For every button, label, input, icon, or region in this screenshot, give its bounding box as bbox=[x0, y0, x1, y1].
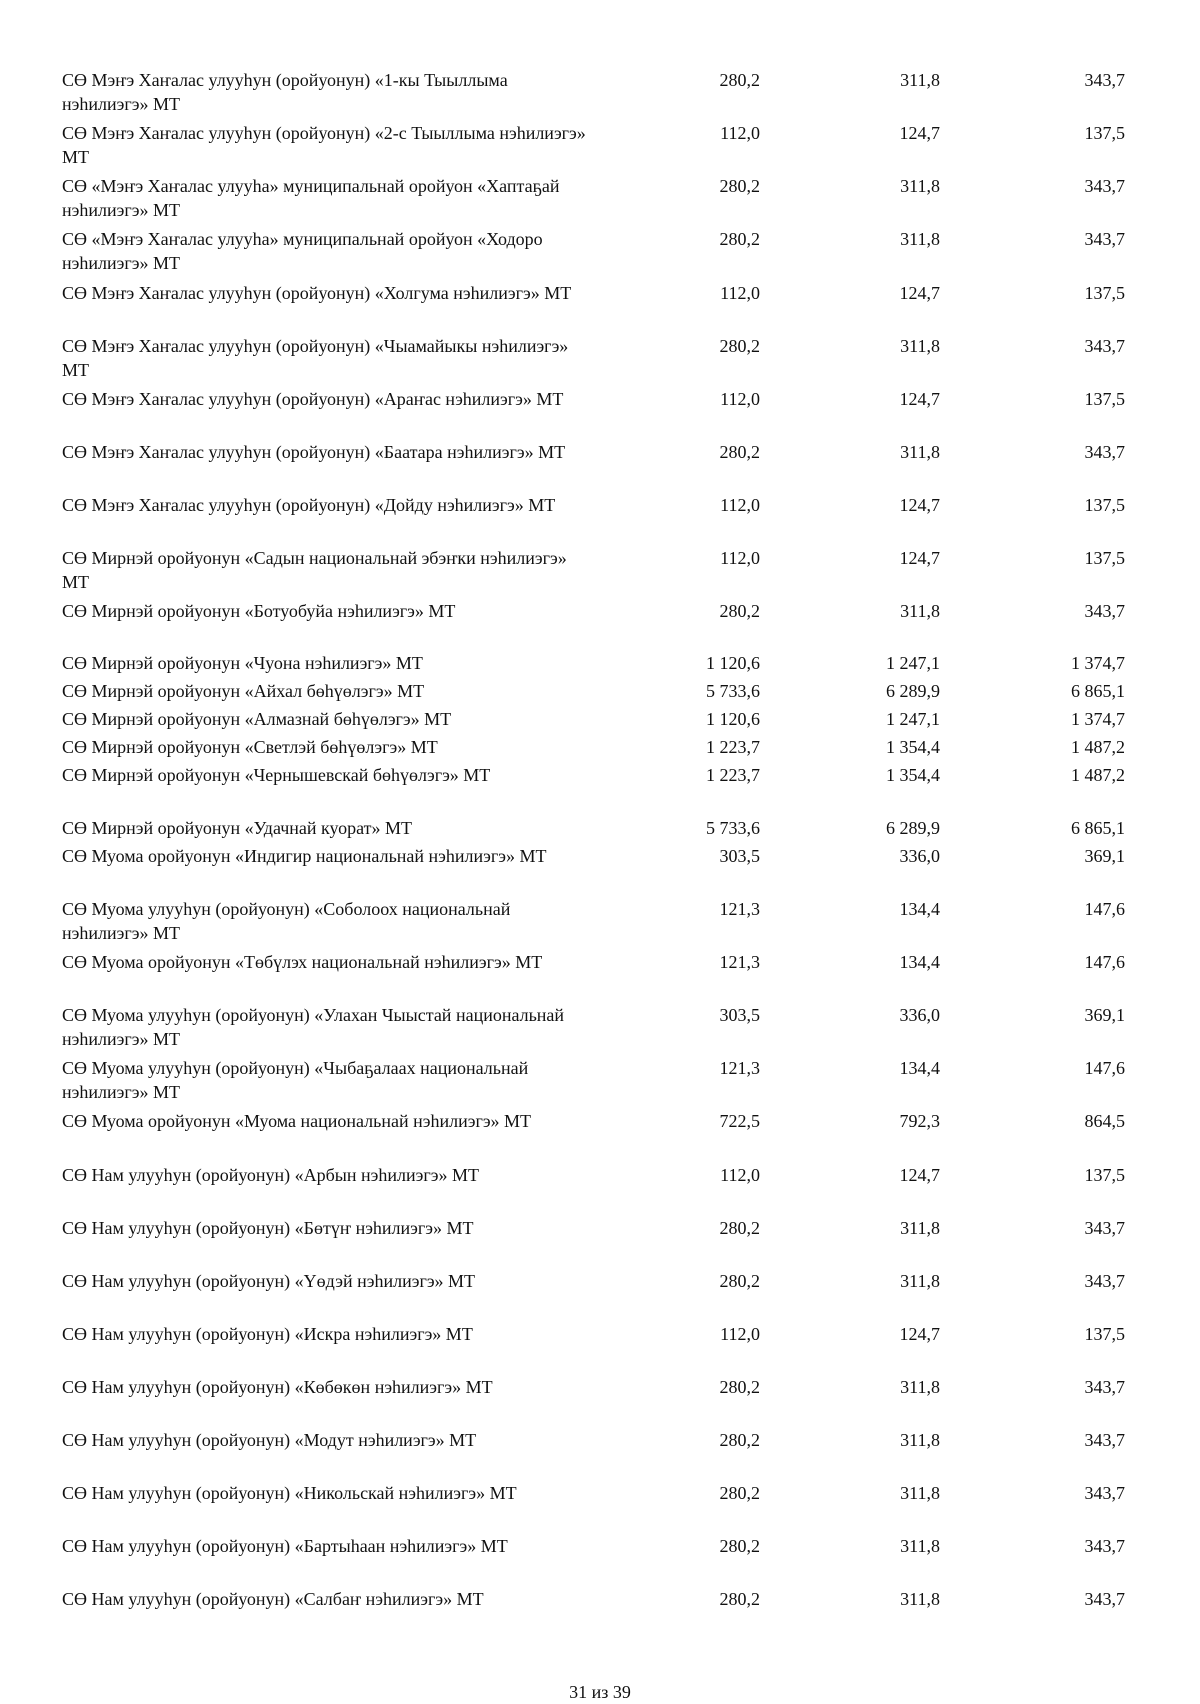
value-cell-2: 124,7 bbox=[899, 1165, 940, 1185]
value-cell-2: 311,8 bbox=[900, 1218, 940, 1238]
entity-name: СӨ Мэҥэ Хаҥалас улууһун (оройуонун) «Дойду нэһилиэгэ» МТ bbox=[62, 495, 556, 515]
value-cell-1: 121,3 bbox=[719, 952, 760, 972]
entity-name: СӨ Нам улууһун (оройуонун) «Искра нэһилиэгэ» МТ bbox=[62, 1324, 473, 1344]
entity-name: СӨ Нам улууһун (оройуонун) «Көбөкөн нэһилиэгэ» МТ bbox=[62, 1377, 493, 1397]
value-cell-2: 336,0 bbox=[899, 846, 940, 866]
value-cell-3: 369,1 bbox=[1084, 1005, 1125, 1025]
value-cell-3: 343,7 bbox=[1084, 1483, 1125, 1503]
value-cell-3: 369,1 bbox=[1084, 846, 1125, 866]
entity-name: СӨ Мирнэй оройуонун «Айхал бөһүөлэгэ» МТ bbox=[62, 681, 425, 701]
value-cell-2: 792,3 bbox=[899, 1111, 940, 1131]
value-cell-1: 112,0 bbox=[720, 283, 760, 303]
entity-name: СӨ Нам улууһун (оройуонун) «Модут нэһилиэгэ» МТ bbox=[62, 1430, 477, 1450]
value-cell-3: 137,5 bbox=[1084, 1324, 1125, 1344]
value-cell-2: 311,8 bbox=[900, 176, 940, 196]
value-cell-3: 137,5 bbox=[1084, 495, 1125, 515]
entity-name: СӨ Мирнэй оройуонун «Удачнай куорат» МТ bbox=[62, 818, 412, 838]
value-cell-3: 137,5 bbox=[1084, 283, 1125, 303]
value-cell-2: 311,8 bbox=[900, 1536, 940, 1556]
value-cell-1: 112,0 bbox=[720, 495, 760, 515]
value-cell-2: 1 354,4 bbox=[886, 765, 940, 785]
entity-name: СӨ Мэҥэ Хаҥалас улууһун (оройуонун) «Баатара нэһилиэгэ» МТ bbox=[62, 442, 566, 462]
value-cell-1: 121,3 bbox=[719, 899, 760, 919]
entity-name: СӨ Нам улууһун (оройуонун) «Никольскай нэһилиэгэ» МТ bbox=[62, 1483, 517, 1503]
value-cell-3: 343,7 bbox=[1084, 442, 1125, 462]
entity-name: СӨ Нам улууһун (оройуонун) «Арбын нэһилиэгэ» МТ bbox=[62, 1165, 479, 1185]
value-cell-3: 137,5 bbox=[1084, 123, 1125, 143]
entity-name: СӨ Мирнэй оройуонун «Светлэй бөһүөлэгэ» МТ bbox=[62, 737, 438, 757]
value-cell-3: 343,7 bbox=[1084, 1589, 1125, 1609]
entity-name: СӨ Мирнэй оройуонун «Чернышевскай бөһүөлэгэ» МТ bbox=[62, 765, 491, 785]
entity-name: СӨ Муома улууһун (оройуонун) «Улахан Чыыстай национальнай нэһилиэгэ» МТ bbox=[62, 1005, 565, 1049]
value-cell-1: 280,2 bbox=[719, 229, 760, 249]
entity-name: СӨ «Мэҥэ Хаҥалас улууһа» муниципальнай оройуон «Ходоро нэһилиэгэ» МТ bbox=[62, 229, 543, 273]
value-cell-2: 1 354,4 bbox=[886, 737, 940, 757]
entity-name: СӨ Мирнэй оройуонун «Садын национальнай эбэҥки нэһилиэгэ» МТ bbox=[62, 548, 567, 592]
value-cell-3: 147,6 bbox=[1084, 952, 1125, 972]
value-cell-3: 147,6 bbox=[1084, 899, 1125, 919]
value-cell-1: 280,2 bbox=[719, 601, 760, 621]
value-cell-2: 134,4 bbox=[899, 952, 940, 972]
value-cell-1: 121,3 bbox=[719, 1058, 760, 1078]
value-cell-2: 311,8 bbox=[900, 1430, 940, 1450]
value-cell-1: 280,2 bbox=[719, 336, 760, 356]
entity-name: СӨ Муома оройуонун «Муома национальнай нэһилиэгэ» МТ bbox=[62, 1111, 532, 1131]
value-cell-1: 280,2 bbox=[719, 176, 760, 196]
entity-name: СӨ Муома оройуонун «Төбүлэх национальнай нэһилиэгэ» МТ bbox=[62, 952, 543, 972]
value-cell-1: 280,2 bbox=[719, 1430, 760, 1450]
value-cell-3: 864,5 bbox=[1084, 1111, 1125, 1131]
page-number: 31 из 39 bbox=[569, 1682, 631, 1702]
entity-name: СӨ Муома улууһун (оройуонун) «Чыбаҕалаах национальнай нэһилиэгэ» МТ bbox=[62, 1058, 529, 1102]
entity-name: СӨ Нам улууһун (оройуонун) «Бартыһаан нэһилиэгэ» МТ bbox=[62, 1536, 508, 1556]
value-cell-3: 343,7 bbox=[1084, 229, 1125, 249]
value-cell-3: 137,5 bbox=[1084, 548, 1125, 568]
value-cell-1: 722,5 bbox=[719, 1111, 760, 1131]
value-cell-1: 1 223,7 bbox=[706, 737, 760, 757]
value-cell-1: 112,0 bbox=[720, 548, 760, 568]
value-cell-3: 343,7 bbox=[1084, 601, 1125, 621]
value-cell-1: 280,2 bbox=[719, 1483, 760, 1503]
value-cell-2: 311,8 bbox=[900, 70, 940, 90]
value-cell-3: 6 865,1 bbox=[1071, 681, 1125, 701]
entity-name: СӨ Нам улууһун (оройуонун) «Үөдэй нэһилиэгэ» МТ bbox=[62, 1271, 476, 1291]
value-cell-3: 1 374,7 bbox=[1071, 653, 1125, 673]
value-cell-2: 311,8 bbox=[900, 1483, 940, 1503]
value-cell-2: 124,7 bbox=[899, 548, 940, 568]
entity-name: СӨ Мэҥэ Хаҥалас улууһун (оройуонун) «1-кы Тыыллыма нэһилиэгэ» МТ bbox=[62, 70, 508, 114]
value-cell-2: 134,4 bbox=[899, 1058, 940, 1078]
value-cell-3: 343,7 bbox=[1084, 1271, 1125, 1291]
value-cell-1: 280,2 bbox=[719, 1377, 760, 1397]
value-cell-3: 343,7 bbox=[1084, 1430, 1125, 1450]
value-cell-2: 124,7 bbox=[899, 123, 940, 143]
value-cell-2: 124,7 bbox=[899, 283, 940, 303]
value-cell-2: 311,8 bbox=[900, 1271, 940, 1291]
value-cell-2: 311,8 bbox=[900, 229, 940, 249]
value-cell-1: 280,2 bbox=[719, 1589, 760, 1609]
value-cell-1: 303,5 bbox=[719, 1005, 760, 1025]
value-cell-3: 343,7 bbox=[1084, 336, 1125, 356]
value-cell-2: 1 247,1 bbox=[886, 653, 940, 673]
value-cell-1: 1 120,6 bbox=[706, 709, 760, 729]
value-cell-3: 343,7 bbox=[1084, 70, 1125, 90]
value-cell-1: 1 223,7 bbox=[706, 765, 760, 785]
value-cell-2: 311,8 bbox=[900, 1377, 940, 1397]
value-cell-3: 147,6 bbox=[1084, 1058, 1125, 1078]
value-cell-3: 6 865,1 bbox=[1071, 818, 1125, 838]
entity-name: СӨ Мэҥэ Хаҥалас улууһун (оройуонун) «Холгума нэһилиэгэ» МТ bbox=[62, 283, 572, 303]
value-cell-2: 124,7 bbox=[899, 1324, 940, 1344]
value-cell-1: 112,0 bbox=[720, 123, 760, 143]
value-cell-2: 311,8 bbox=[900, 336, 940, 356]
value-cell-1: 280,2 bbox=[719, 70, 760, 90]
value-cell-2: 1 247,1 bbox=[886, 709, 940, 729]
value-cell-3: 1 487,2 bbox=[1071, 737, 1125, 757]
entity-name: СӨ Нам улууһун (оройуонун) «Салбаҥ нэһилиэгэ» МТ bbox=[62, 1589, 484, 1609]
entity-name: СӨ Муома оройуонун «Индигир национальнай нэһилиэгэ» МТ bbox=[62, 846, 547, 866]
value-cell-1: 280,2 bbox=[719, 1536, 760, 1556]
value-cell-2: 311,8 bbox=[900, 442, 940, 462]
entity-name: СӨ Мэҥэ Хаҥалас улууһун (оройуонун) «Араҥас нэһилиэгэ» МТ bbox=[62, 389, 564, 409]
value-cell-1: 5 733,6 bbox=[706, 818, 760, 838]
value-cell-1: 280,2 bbox=[719, 1218, 760, 1238]
entity-name: СӨ Мирнэй оройуонун «Ботуобуйа нэһилиэгэ» МТ bbox=[62, 601, 456, 621]
value-cell-2: 6 289,9 bbox=[886, 818, 940, 838]
entity-name: СӨ Муома улууһун (оройуонун) «Соболоох национальнай нэһилиэгэ» МТ bbox=[62, 899, 511, 943]
value-cell-2: 124,7 bbox=[899, 389, 940, 409]
entity-name: СӨ «Мэҥэ Хаҥалас улууһа» муниципальнай оройуон «Хаптаҕай нэһилиэгэ» МТ bbox=[62, 176, 560, 220]
entity-name: СӨ Мирнэй оройуонун «Алмазнай бөһүөлэгэ» МТ bbox=[62, 709, 452, 729]
value-cell-3: 343,7 bbox=[1084, 1218, 1125, 1238]
value-cell-2: 134,4 bbox=[899, 899, 940, 919]
value-cell-1: 112,0 bbox=[720, 1324, 760, 1344]
value-cell-3: 137,5 bbox=[1084, 389, 1125, 409]
value-cell-1: 1 120,6 bbox=[706, 653, 760, 673]
value-cell-1: 112,0 bbox=[720, 389, 760, 409]
value-cell-2: 336,0 bbox=[899, 1005, 940, 1025]
value-cell-2: 6 289,9 bbox=[886, 681, 940, 701]
value-cell-1: 112,0 bbox=[720, 1165, 760, 1185]
value-cell-3: 1 487,2 bbox=[1071, 765, 1125, 785]
value-cell-3: 343,7 bbox=[1084, 176, 1125, 196]
entity-name: СӨ Мэҥэ Хаҥалас улууһун (оройуонун) «2-с Тыыллыма нэһилиэгэ» МТ bbox=[62, 123, 586, 167]
value-cell-1: 280,2 bbox=[719, 442, 760, 462]
value-cell-2: 311,8 bbox=[900, 1589, 940, 1609]
value-cell-3: 343,7 bbox=[1084, 1536, 1125, 1556]
value-cell-2: 124,7 bbox=[899, 495, 940, 515]
value-cell-2: 311,8 bbox=[900, 601, 940, 621]
value-cell-1: 280,2 bbox=[719, 1271, 760, 1291]
value-cell-3: 343,7 bbox=[1084, 1377, 1125, 1397]
value-cell-1: 303,5 bbox=[719, 846, 760, 866]
entity-name: СӨ Нам улууһун (оройуонун) «Бөтүҥ нэһилиэгэ» МТ bbox=[62, 1218, 474, 1238]
value-cell-3: 1 374,7 bbox=[1071, 709, 1125, 729]
value-cell-1: 5 733,6 bbox=[706, 681, 760, 701]
entity-name: СӨ Мирнэй оройуонун «Чуона нэһилиэгэ» МТ bbox=[62, 653, 423, 673]
entity-name: СӨ Мэҥэ Хаҥалас улууһун (оройуонун) «Чыамайыкы нэһилиэгэ» МТ bbox=[62, 336, 569, 380]
value-cell-3: 137,5 bbox=[1084, 1165, 1125, 1185]
